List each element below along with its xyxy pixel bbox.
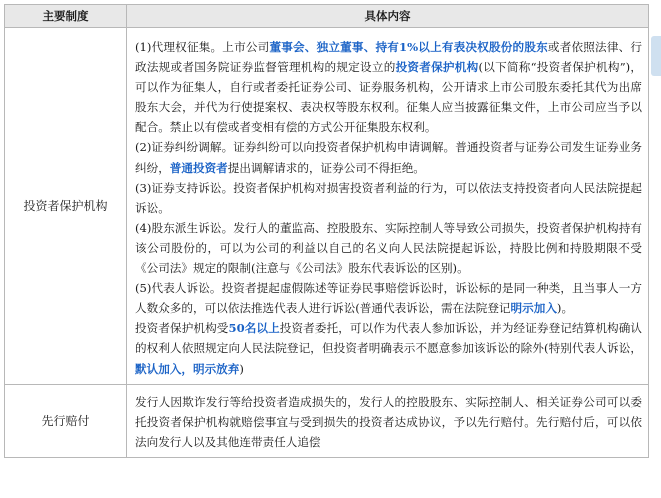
highlighted-term: 50名以上	[228, 321, 280, 336]
highlighted-term: 董事会、独立董事、持有1%以上有表决权股份的股东	[269, 40, 548, 54]
paragraph-text: 投资者保护机构受	[135, 321, 229, 336]
paragraph-text: 或者依照法律、行政法规或者国务院证券监督管理机构的规定设立的	[135, 40, 642, 75]
page-edge-tab	[651, 36, 661, 76]
row-content-investor-protection	[127, 28, 649, 385]
paragraph-text: (以下简称“投资者保护机构”)，可以作为征集人，自行或者委托证券公司、证券服务机构，公开请求上市公司股东委托其代为出席股东大会，并代为行使提案权、表决权等股东权利。征集人应当披露征集文件，上市公司应当予以配合。禁止以有偿或者变相有偿的方式公开征集股东权利。	[135, 60, 642, 135]
content-paragraph	[135, 37, 642, 137]
content-paragraph	[135, 218, 642, 278]
content-paragraph	[135, 278, 642, 318]
header-main-system: 主要制度	[5, 5, 127, 28]
content-paragraph	[135, 137, 642, 177]
paragraph-text: (2)证券纠纷调解。证券纠纷可以向投资者保护机构申请调解。普通投资者与证券公司发生证券业务纠纷，	[135, 140, 642, 175]
paragraph-text: )。	[556, 301, 574, 316]
content-paragraph	[135, 318, 642, 378]
paragraph-text: (1)代理权征集。上市公司	[135, 40, 270, 54]
paragraph-text: (5)代表人诉讼。投资者提起虚假陈述等证券民事赔偿诉讼时，诉讼标的是同一种类，且当事人一方人数众多的，可以依法推选代表人进行诉讼(普通代表诉讼，需在法院登记	[135, 281, 642, 316]
header-details: 具体内容	[127, 5, 649, 28]
row-label-advance-compensation: 先行赔付	[5, 384, 127, 457]
highlighted-term: 投资者保护机构	[395, 60, 479, 75]
highlighted-term: 明示加入	[510, 301, 557, 316]
content-paragraph	[135, 392, 642, 452]
highlighted-term: 普通投资者	[169, 160, 228, 175]
paragraph-text: (4)股东派生诉讼。发行人的董监高、控股股东、实际控制人等导致公司损失，投资者保护机构持有该公司股份的，可以为公司的利益以自己的名义向人民法院提起诉讼，持股比例和持股期限不受《公司法》规定的限制(注意与《公司法》股东代表诉讼的区别)。	[135, 220, 642, 276]
rules-table	[4, 4, 649, 458]
content-paragraph	[135, 178, 642, 218]
paragraph-text: 提出调解请求的，证券公司不得拒绝。	[227, 160, 425, 175]
paragraph-text: (3)证券支持诉讼。投资者保护机构对损害投资者利益的行为，可以依法支持投资者向人民法院提起诉讼。	[135, 180, 642, 215]
paragraph-text: )	[239, 361, 244, 376]
table-row	[5, 28, 649, 385]
row-content-advance-compensation	[127, 384, 649, 457]
row-label-investor-protection: 投资者保护机构	[5, 28, 127, 385]
table-header-row	[5, 5, 649, 28]
highlighted-term: 默认加入，明示放弃	[135, 361, 240, 376]
table-row	[5, 384, 649, 457]
paragraph-text: 发行人因欺诈发行等给投资者造成损失的，发行人的控股股东、实际控制人、相关证券公司可以委托投资者保护机构就赔偿事宜与受到损失的投资者达成协议，予以先行赔付。先行赔付后，可以依法向发行人以及其他连带责任人追偿	[135, 394, 642, 449]
paragraph-text: 投资者委托，可以作为代表人参加诉讼，并为经证券登记结算机构确认的权利人依照规定向人民法院登记，但投资者明确表示不愿意参加该诉讼的除外(特别代表人诉讼，	[135, 321, 642, 356]
